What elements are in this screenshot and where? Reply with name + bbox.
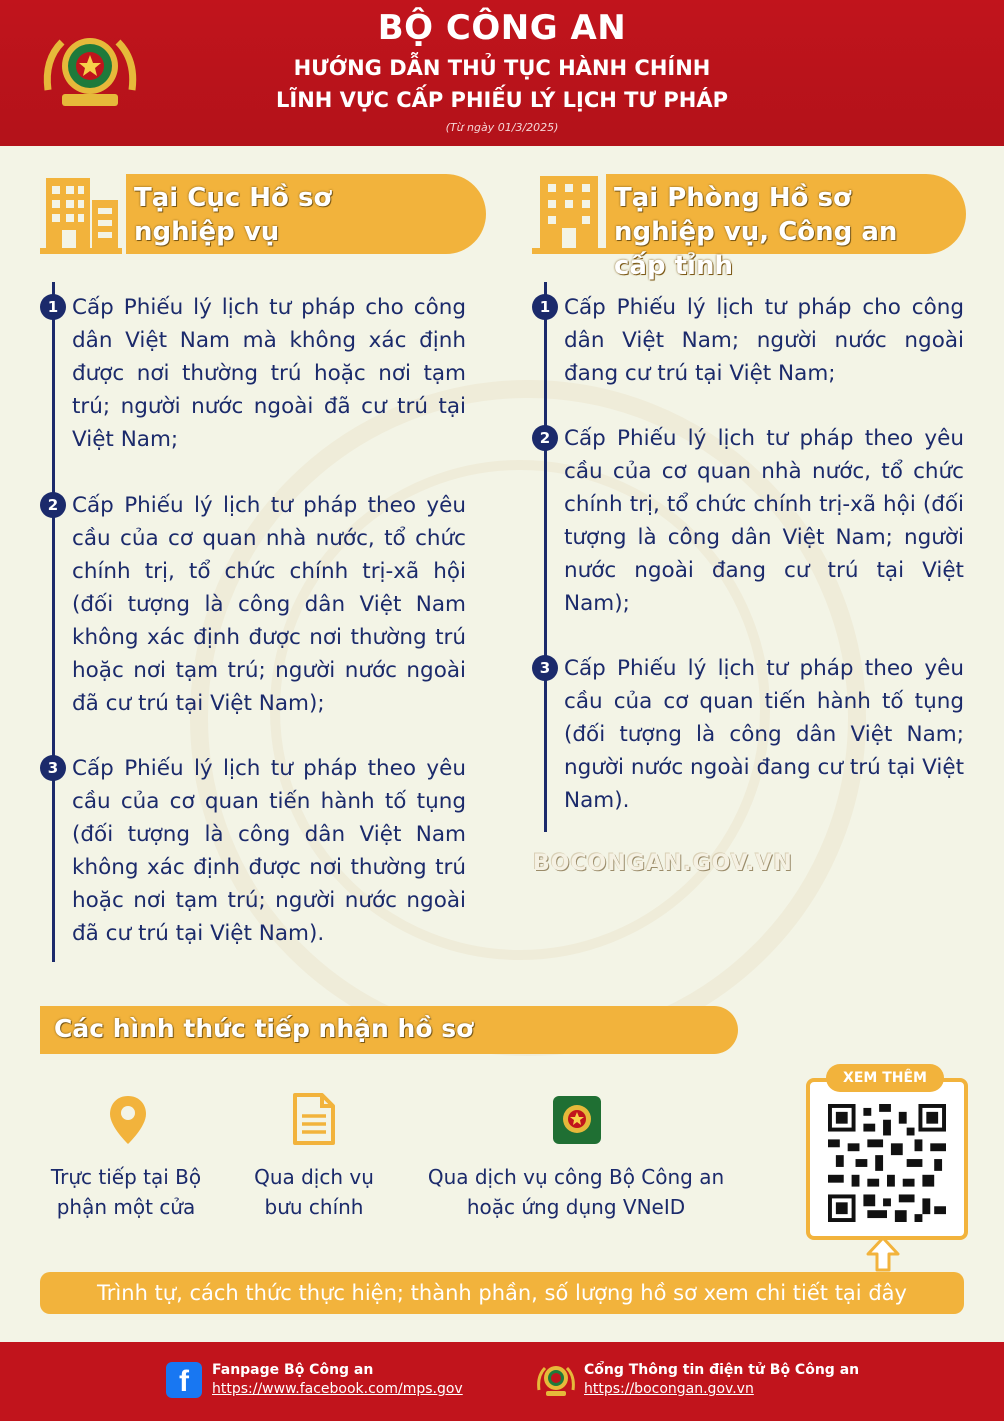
right-column-heading: [606, 174, 966, 281]
right-step-1-text: Cấp Phiếu lý lịch tư pháp cho công dân Việt Nam; người nước ngoài đang cư trú tại Việt Nam;: [564, 295, 964, 386]
page-subtitle: HƯỚNG DẪN THỦ TỤC HÀNH CHÍNH: [293, 56, 711, 80]
fanpage-title: Fanpage Bộ Công an: [212, 1362, 374, 1378]
right-step-2-text: Cấp Phiếu lý lịch tư pháp theo yêu cầu của cơ quan nhà nước, tổ chức chính trị, tổ chức chính trị-xã hội (đối tượng là công dân Việt Nam; người nước ngoài đang cư trú tại Việt Nam);: [564, 426, 964, 616]
right-timeline: [544, 282, 547, 832]
qr-code-frame[interactable]: [806, 1078, 968, 1240]
details-link-bar[interactable]: Trình tự, cách thức thực hiện; thành phần, số lượng hồ sơ xem chi tiết tại đây: [40, 1272, 964, 1314]
right-step-2-number: 2: [532, 425, 558, 451]
left-heading-text: Tại Cục Hồ sơ nghiệp vụ: [134, 183, 332, 247]
site-watermark: BOCONGAN.GOV.VN: [533, 851, 793, 876]
left-step-2-text: Cấp Phiếu lý lịch tư pháp theo yêu cầu của cơ quan nhà nước, tổ chức chính trị, tổ chức chính trị-xã hội (đối tượng là công dân Việt Nam không xác định được nơi thường trú hoặc nơi tạm trú; người nước ngoài đã cư trú tại Việt Nam);: [72, 493, 466, 716]
location-pin-icon: [108, 1094, 148, 1146]
method-direct-label: Trực tiếp tại Bộ phận một cửa: [50, 1165, 202, 1219]
right-heading-text: Tại Phòng Hồ sơ nghiệp vụ, Công an cấp tỉnh: [614, 183, 898, 281]
right-step-1-number: 1: [532, 294, 558, 320]
method-online-label: Qua dịch vụ công Bộ Công an hoặc ứng dụng VNeID: [427, 1165, 725, 1219]
methods-heading: Các hình thức tiếp nhận hồ sơ: [54, 1014, 474, 1043]
left-step-3-text: Cấp Phiếu lý lịch tư pháp theo yêu cầu của cơ quan tiến hành tố tụng (đối tượng là công dân Việt Nam không xác định được nơi thường trú hoặc nơi tạm trú; người nước ngoài đã cư trú tại Việt Nam).: [72, 756, 466, 946]
portal-title: Cổng Thông tin điện tử Bộ Công an: [584, 1362, 860, 1378]
arrow-up-icon: [866, 1236, 900, 1272]
left-step-1-number: 1: [40, 294, 66, 320]
header-banner: [0, 0, 1004, 146]
police-badge-icon: [553, 1096, 601, 1144]
left-step-1-text: Cấp Phiếu lý lịch tư pháp cho công dân Việt Nam mà không xác định được nơi thường trú hoặc nơi tạm trú; người nước ngoài đã cư trú tại Việt Nam;: [72, 295, 466, 452]
left-column-heading: [126, 174, 486, 254]
footer: [0, 1342, 1004, 1421]
facebook-icon[interactable]: f: [166, 1362, 202, 1398]
office-building-icon: [532, 172, 606, 254]
qr-code-icon[interactable]: [827, 1104, 947, 1222]
method-postal-label: Qua dịch vụ bưu chính: [254, 1165, 374, 1219]
building-icon: [40, 172, 122, 254]
fanpage-link[interactable]: https://www.facebook.com/mps.gov: [212, 1381, 463, 1397]
police-emblem-small-icon: [536, 1362, 576, 1398]
document-icon: [292, 1092, 336, 1146]
right-step-3-text: Cấp Phiếu lý lịch tư pháp theo yêu cầu của cơ quan tiến hành tố tụng (đối tượng là công dân Việt Nam; người nước ngoài đang cư trú tại Việt Nam).: [564, 656, 964, 813]
left-step-3-number: 3: [40, 755, 66, 781]
page-title: BỘ CÔNG AN: [377, 8, 627, 48]
effective-date: (Từ ngày 01/3/2025): [445, 121, 559, 134]
portal-link[interactable]: https://bocongan.gov.vn: [584, 1381, 754, 1397]
methods-heading-bar: [40, 1006, 738, 1054]
see-more-label: XEM THÊM: [826, 1064, 944, 1092]
right-step-3-number: 3: [532, 655, 558, 681]
left-timeline: [52, 282, 55, 962]
left-step-2-number: 2: [40, 492, 66, 518]
page-subtitle-2: LĨNH VỰC CẤP PHIẾU LÝ LỊCH TƯ PHÁP: [276, 88, 728, 112]
